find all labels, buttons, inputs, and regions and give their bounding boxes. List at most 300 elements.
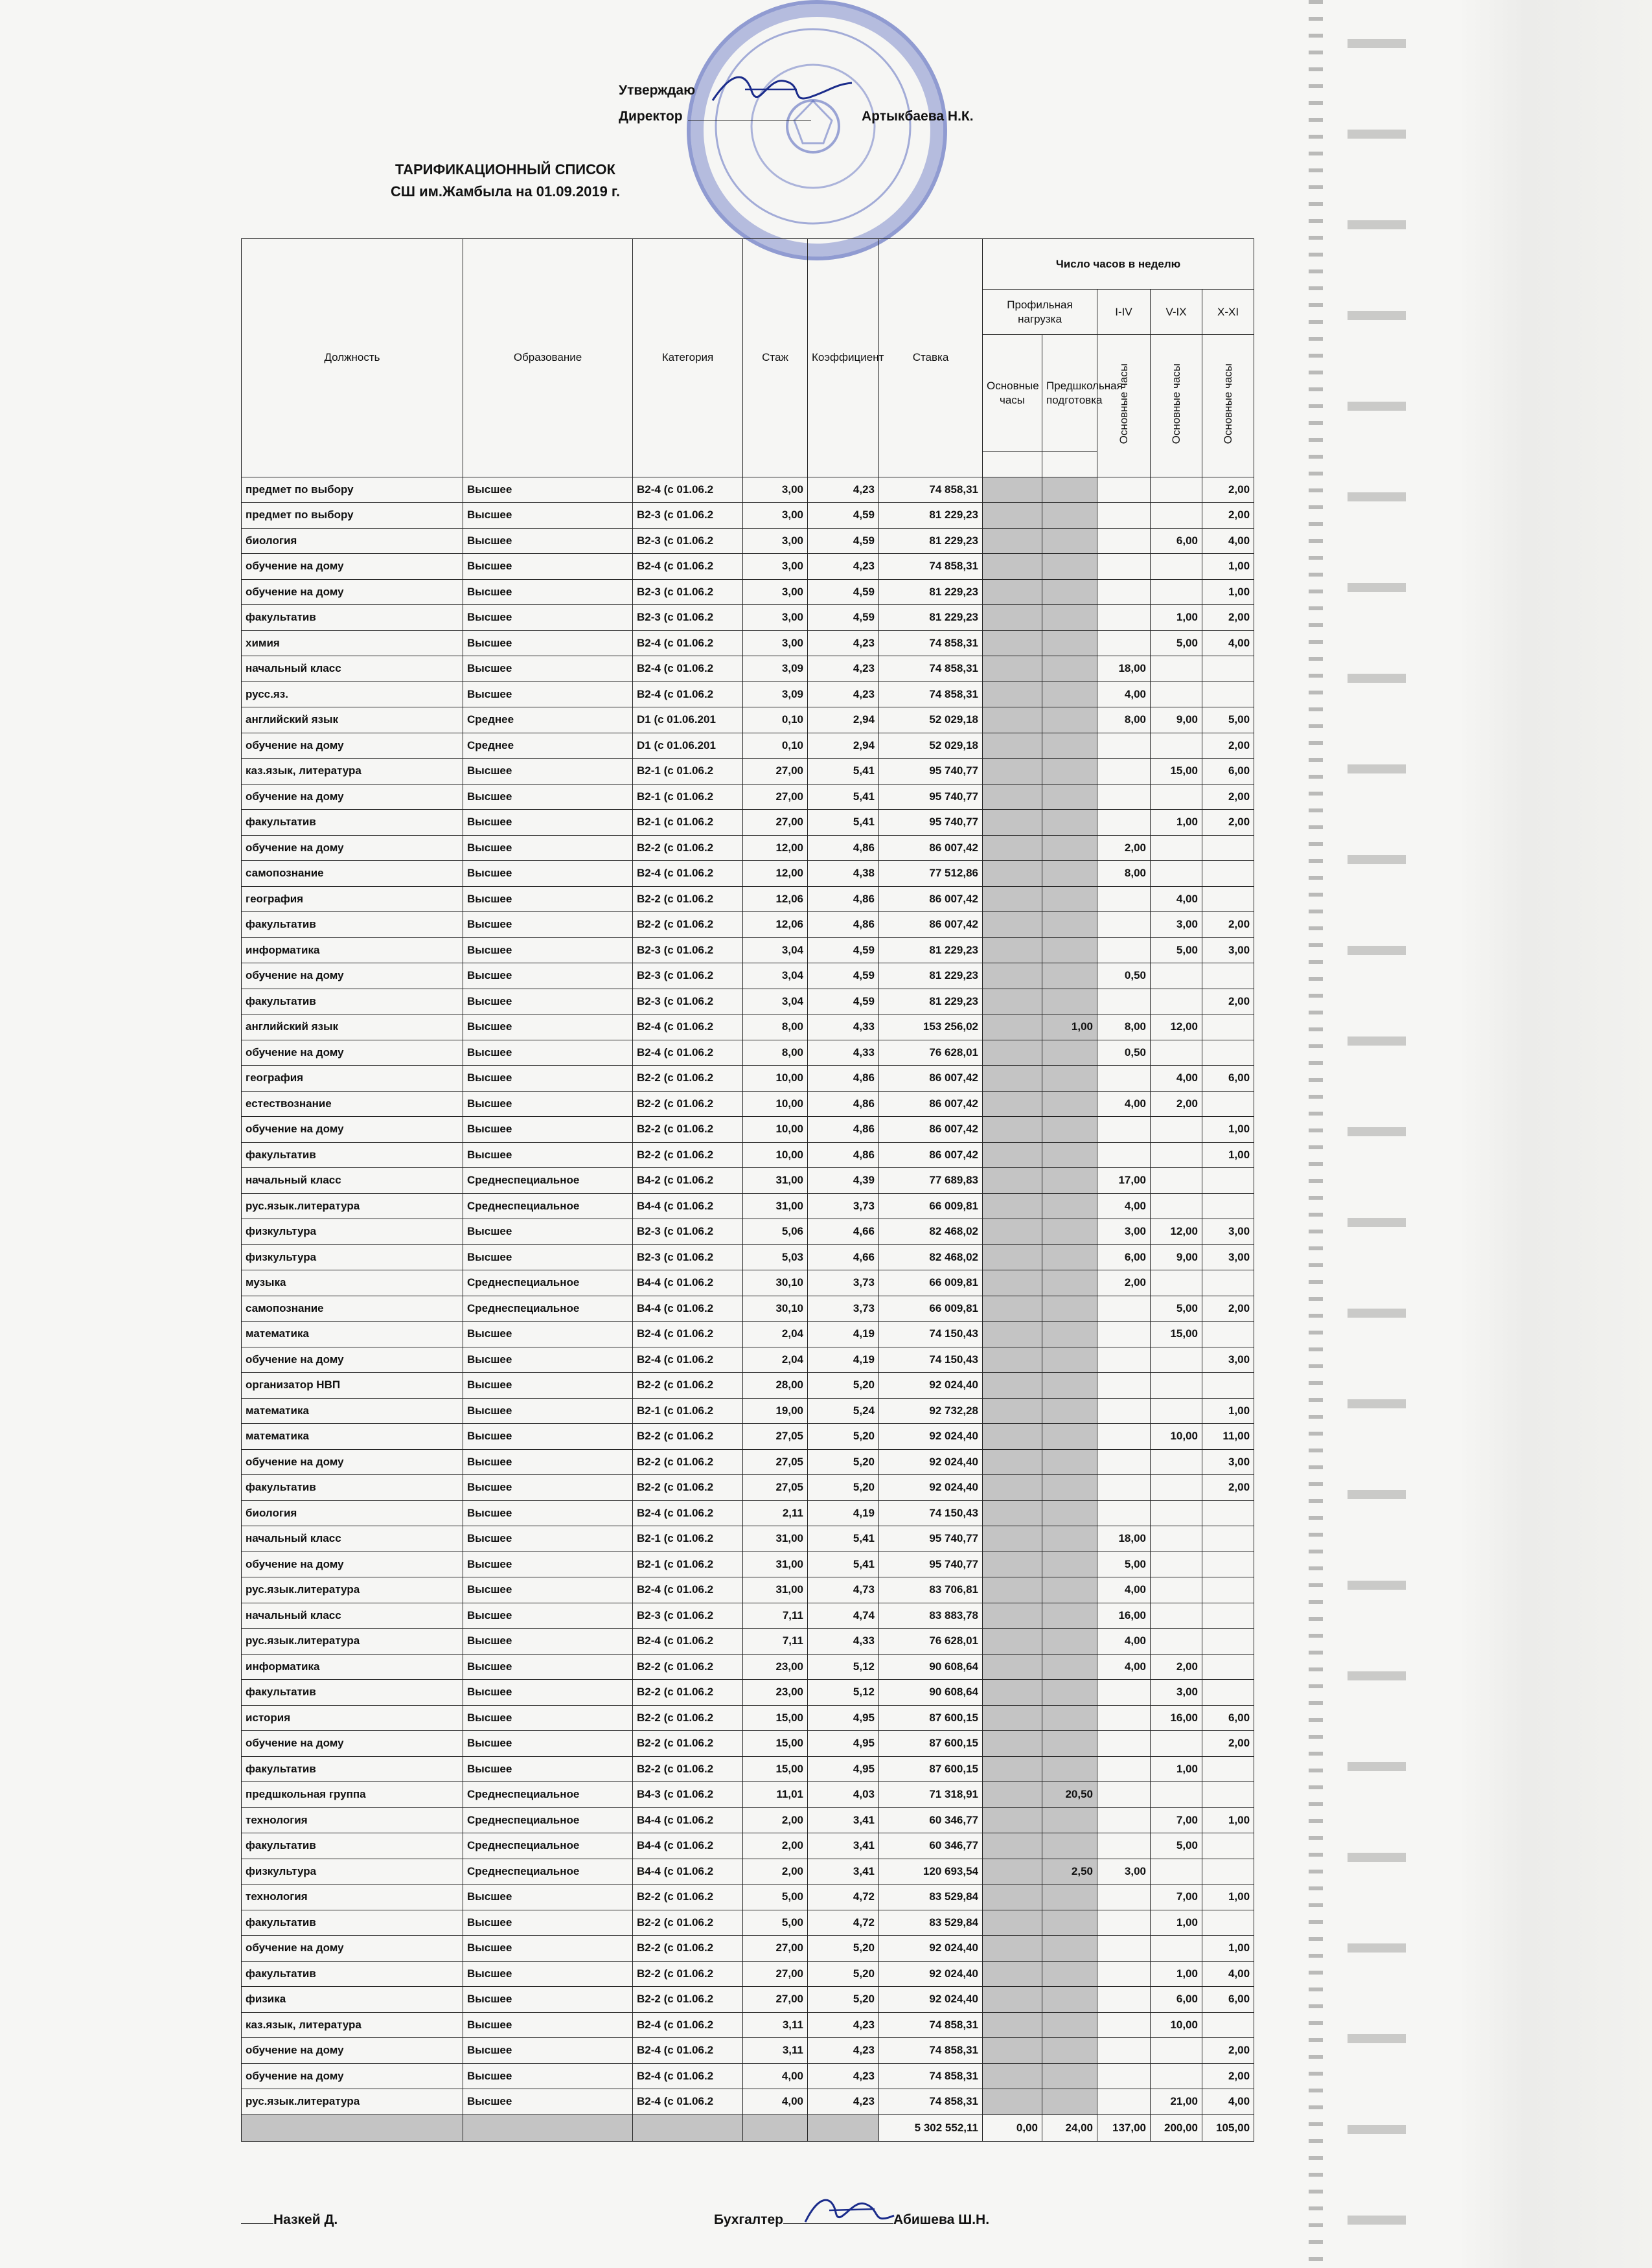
cell-coefficient: 4,59 [808,579,879,605]
cell-preschool [1042,1219,1097,1245]
cell-experience: 10,00 [743,1142,808,1168]
cell-grades-10-11: 1,00 [1202,1142,1254,1168]
table-row [242,1296,1254,1322]
cell-position: организатор НВП [242,1373,463,1399]
cell-main-hours [983,1168,1042,1194]
cell-position: обучение на дому [242,1731,463,1757]
cell-education: Высшее [463,963,633,989]
cell-grades-10-11: 3,00 [1202,1244,1254,1270]
cell-coefficient: 4,03 [808,1782,879,1808]
cell-position: обучение на дому [242,1040,463,1066]
cell-rate: 74 150,43 [879,1347,983,1373]
table-row [242,784,1254,810]
cell-coefficient: 3,73 [808,1193,879,1219]
cell-category: В2-2 (с 01.06.2 [633,1756,743,1782]
cell-main-hours [983,1014,1042,1040]
cell-education: Высшее [463,503,633,529]
cell-grades-5-9: 5,00 [1151,1833,1202,1859]
cell-education: Высшее [463,1961,633,1987]
cell-grades-5-9 [1151,1193,1202,1219]
cell-education: Высшее [463,1884,633,1910]
cell-position: естествознание [242,1091,463,1117]
cell-grades-5-9: 9,00 [1151,707,1202,733]
cell-position: начальный класс [242,1526,463,1552]
cell-rate: 92 024,40 [879,1936,983,1962]
cell-experience: 27,05 [743,1424,808,1450]
cell-grades-10-11: 1,00 [1202,1807,1254,1833]
cell-preschool [1042,759,1097,785]
cell-main-hours [983,784,1042,810]
cell-preschool [1042,605,1097,631]
cell-rate: 92 024,40 [879,1475,983,1501]
cell-main-hours [983,1449,1042,1475]
cell-experience: 3,04 [743,989,808,1014]
cell-grades-10-11: 4,00 [1202,630,1254,656]
cell-category: В2-4 (с 01.06.2 [633,656,743,682]
cell-grades-10-11 [1202,1552,1254,1577]
cell-grades-1-4 [1097,1756,1151,1782]
cell-grades-1-4 [1097,554,1151,580]
document-title [337,159,674,203]
cell-experience: 30,10 [743,1296,808,1322]
cell-preschool [1042,937,1097,963]
cell-coefficient: 5,12 [808,1680,879,1706]
cell-category: В2-2 (с 01.06.2 [633,1731,743,1757]
cell-category: В2-3 (с 01.06.2 [633,605,743,631]
cell-coefficient: 4,72 [808,1884,879,1910]
cell-rate: 83 529,84 [879,1884,983,1910]
cell-main-hours [983,1526,1042,1552]
cell-preschool: 2,50 [1042,1859,1097,1884]
cell-grades-1-4 [1097,2063,1151,2089]
cell-education: Высшее [463,835,633,861]
cell-preschool [1042,1322,1097,1347]
cell-main-hours [983,2012,1042,2038]
cell-grades-10-11: 2,00 [1202,503,1254,529]
footer-left-name: Назкей Д. [273,2212,338,2227]
cell-coefficient: 4,72 [808,1910,879,1936]
cell-preschool [1042,1833,1097,1859]
cell-education: Среднеспециальное [463,1193,633,1219]
cell-category: В2-2 (с 01.06.2 [633,1091,743,1117]
cell-category: В4-4 (с 01.06.2 [633,1296,743,1322]
header-grades-10-11: X-XI [1202,290,1254,335]
cell-preschool [1042,1731,1097,1757]
cell-preschool [1042,1961,1097,1987]
cell-main-hours [983,1577,1042,1603]
cell-category: В2-4 (с 01.06.2 [633,1347,743,1373]
cell-experience: 4,00 [743,2089,808,2115]
table-row [242,656,1254,682]
cell-main-hours [983,1270,1042,1296]
cell-rate: 86 007,42 [879,1142,983,1168]
cell-experience: 5,00 [743,1884,808,1910]
cell-experience: 27,00 [743,810,808,836]
cell-grades-1-4: 2,00 [1097,835,1151,861]
cell-position: факультатив [242,912,463,938]
cell-experience: 8,00 [743,1040,808,1066]
cell-preschool [1042,1117,1097,1143]
cell-grades-1-4 [1097,810,1151,836]
cell-rate: 77 512,86 [879,861,983,887]
cell-main-hours [983,810,1042,836]
cell-main-hours [983,1910,1042,1936]
cell-grades-10-11 [1202,963,1254,989]
table-row [242,1142,1254,1168]
cell-grades-10-11 [1202,1091,1254,1117]
cell-grades-1-4: 2,00 [1097,1270,1151,1296]
cell-main-hours [983,1936,1042,1962]
cell-position: самопознание [242,861,463,887]
table-row [242,912,1254,938]
cell-grades-5-9 [1151,1117,1202,1143]
cell-grades-1-4 [1097,1833,1151,1859]
cell-education: Среднеспециальное [463,1859,633,1884]
cell-position: география [242,886,463,912]
cell-coefficient: 4,33 [808,1040,879,1066]
cell-grades-5-9: 12,00 [1151,1219,1202,1245]
cell-grades-5-9: 5,00 [1151,630,1202,656]
cell-grades-1-4: 16,00 [1097,1603,1151,1629]
cell-grades-10-11 [1202,1833,1254,1859]
cell-experience: 7,11 [743,1603,808,1629]
cell-category: В2-4 (с 01.06.2 [633,1322,743,1347]
cell-category: В2-4 (с 01.06.2 [633,1040,743,1066]
cell-category: В2-4 (с 01.06.2 [633,477,743,503]
cell-coefficient: 4,86 [808,1117,879,1143]
cell-grades-5-9: 1,00 [1151,605,1202,631]
cell-grades-1-4 [1097,1475,1151,1501]
cell-rate: 66 009,81 [879,1296,983,1322]
table-row [242,605,1254,631]
cell-grades-10-11 [1202,1373,1254,1399]
cell-position: факультатив [242,1961,463,1987]
cell-education: Среднеспециальное [463,1833,633,1859]
cell-main-hours [983,963,1042,989]
cell-grades-1-4 [1097,1117,1151,1143]
cell-education: Высшее [463,1705,633,1731]
cell-rate: 95 740,77 [879,1526,983,1552]
cell-grades-1-4 [1097,886,1151,912]
cell-preschool [1042,1884,1097,1910]
cell-experience: 27,05 [743,1449,808,1475]
cell-category: В2-4 (с 01.06.2 [633,1500,743,1526]
cell-grades-1-4: 4,00 [1097,1091,1151,1117]
cell-experience: 3,04 [743,963,808,989]
cell-education: Высшее [463,1398,633,1424]
cell-grades-5-9 [1151,1168,1202,1194]
cell-position: математика [242,1398,463,1424]
cell-category: В2-2 (с 01.06.2 [633,1142,743,1168]
cell-experience: 19,00 [743,1398,808,1424]
cell-grades-5-9: 2,00 [1151,1091,1202,1117]
cell-position: факультатив [242,605,463,631]
header-vert-main-hours: Основные часы [1117,363,1130,444]
cell-grades-5-9 [1151,1270,1202,1296]
cell-grades-5-9: 1,00 [1151,1756,1202,1782]
cell-main-hours [983,1398,1042,1424]
cell-grades-10-11 [1202,835,1254,861]
table-row [242,1884,1254,1910]
cell-main-hours [983,2063,1042,2089]
scan-artifact [1348,0,1406,2268]
cell-grades-5-9 [1151,1859,1202,1884]
cell-grades-5-9 [1151,1373,1202,1399]
cell-grades-10-11 [1202,682,1254,707]
cell-position: каз.язык, литература [242,759,463,785]
cell-grades-10-11 [1202,1782,1254,1808]
cell-category: В2-2 (с 01.06.2 [633,1066,743,1092]
cell-education: Высшее [463,1654,633,1680]
cell-grades-5-9: 3,00 [1151,1680,1202,1706]
cell-main-hours [983,1219,1042,1245]
cell-education: Высшее [463,1987,633,2013]
cell-coefficient: 4,33 [808,1629,879,1655]
cell-coefficient: 5,20 [808,1475,879,1501]
cell-rate: 66 009,81 [879,1270,983,1296]
cell-coefficient: 4,23 [808,682,879,707]
cell-position: каз.язык, литература [242,2012,463,2038]
table-row [242,528,1254,554]
cell-preschool: 1,00 [1042,1014,1097,1040]
cell-grades-1-4: 5,00 [1097,1552,1151,1577]
cell-rate: 74 858,31 [879,2038,983,2064]
cell-preschool [1042,1756,1097,1782]
cell-grades-10-11 [1202,2012,1254,2038]
table-row [242,1603,1254,1629]
cell-main-hours [983,1193,1042,1219]
cell-rate: 77 689,83 [879,1168,983,1194]
cell-experience: 12,00 [743,835,808,861]
cell-grades-10-11 [1202,1629,1254,1655]
cell-grades-10-11 [1202,1577,1254,1603]
cell-grades-1-4: 4,00 [1097,1629,1151,1655]
table-row [242,835,1254,861]
cell-grades-1-4: 4,00 [1097,1577,1151,1603]
cell-position: география [242,1066,463,1092]
cell-position: технология [242,1807,463,1833]
cell-experience: 10,00 [743,1091,808,1117]
cell-category: В4-4 (с 01.06.2 [633,1807,743,1833]
cell-category: В2-1 (с 01.06.2 [633,1552,743,1577]
cell-category: В4-4 (с 01.06.2 [633,1270,743,1296]
cell-experience: 2,00 [743,1833,808,1859]
cell-education: Высшее [463,1424,633,1450]
cell-coefficient: 4,23 [808,656,879,682]
cell-experience: 7,11 [743,1629,808,1655]
table-row [242,554,1254,580]
cell-experience: 3,00 [743,477,808,503]
table-row [242,2012,1254,2038]
cell-coefficient: 4,59 [808,503,879,529]
cell-coefficient: 4,23 [808,2012,879,2038]
cell-coefficient: 5,20 [808,1449,879,1475]
total-grades-1-4: 137,00 [1097,2114,1151,2141]
cell-experience: 30,10 [743,1270,808,1296]
cell-experience: 8,00 [743,1014,808,1040]
cell-preschool [1042,682,1097,707]
cell-experience: 15,00 [743,1756,808,1782]
cell-grades-10-11 [1202,1680,1254,1706]
cell-position: самопознание [242,1296,463,1322]
cell-experience: 28,00 [743,1373,808,1399]
cell-grades-5-9 [1151,554,1202,580]
cell-grades-5-9 [1151,1577,1202,1603]
cell-grades-5-9 [1151,579,1202,605]
cell-coefficient: 3,73 [808,1270,879,1296]
cell-education: Высшее [463,1526,633,1552]
cell-grades-10-11: 6,00 [1202,1987,1254,2013]
cell-preschool [1042,1936,1097,1962]
cell-preschool [1042,1500,1097,1526]
cell-experience: 31,00 [743,1552,808,1577]
cell-main-hours [983,937,1042,963]
cell-experience: 23,00 [743,1654,808,1680]
table-row [242,1168,1254,1194]
cell-preschool [1042,912,1097,938]
cell-category: В2-2 (с 01.06.2 [633,1705,743,1731]
cell-grades-1-4 [1097,1987,1151,2013]
cell-grades-10-11: 2,00 [1202,912,1254,938]
cell-coefficient: 4,95 [808,1731,879,1757]
header-preschool: Предшкольная подготовка [1042,335,1097,452]
cell-coefficient: 4,95 [808,1705,879,1731]
footer-left [241,2212,338,2228]
cell-grades-10-11: 1,00 [1202,1884,1254,1910]
cell-preschool [1042,656,1097,682]
cell-grades-5-9 [1151,733,1202,759]
cell-coefficient: 4,86 [808,886,879,912]
accountant-name: Абишева Ш.Н. [893,2212,990,2227]
cell-coefficient: 4,19 [808,1500,879,1526]
cell-education: Высшее [463,861,633,887]
cell-preschool [1042,1449,1097,1475]
cell-preschool [1042,579,1097,605]
cell-grades-5-9 [1151,835,1202,861]
cell-coefficient: 4,86 [808,1142,879,1168]
cell-coefficient: 4,59 [808,528,879,554]
cell-position: начальный класс [242,1603,463,1629]
cell-preschool [1042,1091,1097,1117]
cell-main-hours [983,477,1042,503]
cell-coefficient: 5,41 [808,784,879,810]
cell-grades-5-9: 12,00 [1151,1014,1202,1040]
cell-category: В2-1 (с 01.06.2 [633,810,743,836]
cell-grades-10-11: 4,00 [1202,2089,1254,2115]
cell-preschool [1042,886,1097,912]
cell-grades-10-11: 1,00 [1202,1936,1254,1962]
cell-category: В2-1 (с 01.06.2 [633,1526,743,1552]
cell-coefficient: 4,74 [808,1603,879,1629]
cell-grades-10-11 [1202,1910,1254,1936]
cell-grades-5-9: 15,00 [1151,1322,1202,1347]
cell-preschool [1042,1066,1097,1092]
cell-grades-5-9: 15,00 [1151,759,1202,785]
cell-rate: 74 858,31 [879,554,983,580]
cell-position: рус.язык.литература [242,1577,463,1603]
cell-preschool [1042,1296,1097,1322]
cell-main-hours [983,1629,1042,1655]
cell-coefficient: 5,20 [808,1936,879,1962]
total-rate: 5 302 552,11 [879,2114,983,2141]
cell-grades-10-11: 1,00 [1202,554,1254,580]
cell-grades-5-9: 1,00 [1151,810,1202,836]
cell-rate: 92 024,40 [879,1449,983,1475]
cell-rate: 81 229,23 [879,503,983,529]
cell-rate: 66 009,81 [879,1193,983,1219]
cell-main-hours [983,1142,1042,1168]
table-row [242,989,1254,1014]
cell-rate: 76 628,01 [879,1040,983,1066]
cell-category: В2-2 (с 01.06.2 [633,1373,743,1399]
cell-position: обучение на дому [242,1552,463,1577]
cell-grades-1-4: 4,00 [1097,1654,1151,1680]
cell-grades-1-4: 18,00 [1097,1526,1151,1552]
cell-grades-5-9: 16,00 [1151,1705,1202,1731]
cell-experience: 3,09 [743,656,808,682]
table-row [242,1066,1254,1092]
accountant-label: Бухгалтер [714,2212,783,2227]
table-row [242,1244,1254,1270]
cell-grades-1-4 [1097,1884,1151,1910]
header-hours-per-week: Число часов в неделю [983,239,1254,290]
table-row [242,477,1254,503]
cell-education: Высшее [463,605,633,631]
cell-coefficient: 4,66 [808,1244,879,1270]
cell-grades-1-4 [1097,1705,1151,1731]
cell-position: информатика [242,1654,463,1680]
cell-grades-5-9 [1151,1347,1202,1373]
cell-rate: 81 229,23 [879,579,983,605]
cell-education: Высшее [463,1475,633,1501]
cell-grades-5-9: 1,00 [1151,1910,1202,1936]
cell-main-hours [983,1859,1042,1884]
cell-coefficient: 4,33 [808,1014,879,1040]
cell-main-hours [983,1987,1042,2013]
cell-preschool [1042,1654,1097,1680]
cell-category: В2-3 (с 01.06.2 [633,963,743,989]
cell-grades-5-9: 4,00 [1151,886,1202,912]
cell-main-hours [983,886,1042,912]
cell-category: В2-3 (с 01.06.2 [633,1244,743,1270]
cell-grades-1-4 [1097,1807,1151,1833]
cell-coefficient: 5,41 [808,810,879,836]
cell-rate: 74 150,43 [879,1500,983,1526]
cell-grades-5-9: 21,00 [1151,2089,1202,2115]
cell-education: Высшее [463,784,633,810]
cell-category: В2-4 (с 01.06.2 [633,861,743,887]
cell-experience: 2,00 [743,1859,808,1884]
cell-education: Высшее [463,1936,633,1962]
cell-position: факультатив [242,810,463,836]
cell-grades-5-9: 10,00 [1151,2012,1202,2038]
header-position: Должность [242,239,463,477]
cell-preschool [1042,2089,1097,2115]
cell-experience: 3,00 [743,503,808,529]
cell-preschool [1042,630,1097,656]
cell-experience: 10,00 [743,1066,808,1092]
cell-category: В2-4 (с 01.06.2 [633,630,743,656]
cell-grades-10-11 [1202,1756,1254,1782]
cell-category: В2-4 (с 01.06.2 [633,2089,743,2115]
cell-education: Высшее [463,554,633,580]
cell-grades-1-4 [1097,1322,1151,1347]
cell-category: В2-4 (с 01.06.2 [633,1577,743,1603]
cell-grades-1-4: 18,00 [1097,656,1151,682]
accountant-signature-icon [800,2190,897,2235]
title-line-1: ТАРИФИКАЦИОННЫЙ СПИСОК [395,161,615,178]
table-row [242,1654,1254,1680]
